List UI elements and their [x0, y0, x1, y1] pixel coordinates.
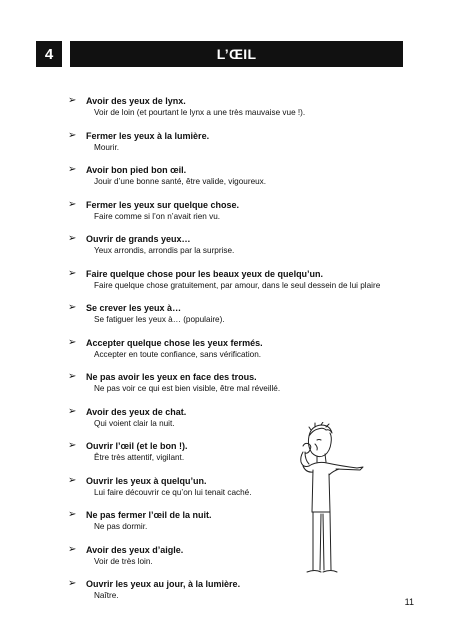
- expression-definition: Ne pas voir ce qui est bien visible, être mal réveillé.: [94, 384, 281, 393]
- list-item: [68, 371, 386, 395]
- expression-term: Fermer les yeux sur quelque chose.: [86, 199, 240, 210]
- expression-term: Ouvrir les yeux au jour, à la lumière.: [86, 579, 241, 589]
- expression-term: Se crever les yeux à…: [86, 303, 182, 313]
- man-pointing-illustration: [295, 422, 365, 584]
- list-item: [68, 129, 386, 154]
- expression-definition: Mourir.: [94, 142, 120, 152]
- page-number: 11: [404, 597, 414, 607]
- arrow-bullet-icon: ➢: [68, 440, 77, 451]
- expression-term: Ouvrir l’œil (et le bon !).: [86, 441, 188, 451]
- expression-term: Avoir des yeux de chat.: [86, 406, 187, 417]
- arrow-bullet-icon: ➢: [68, 164, 77, 175]
- expression-definition: Lui faire découvrir ce qu’on lui tenait caché.: [94, 487, 252, 497]
- arrow-bullet-icon: ➢: [68, 543, 77, 555]
- expression-definition: Voir de loin (et pourtant le lynx a une très mauvaise vue !).: [94, 108, 306, 117]
- arrow-bullet-icon: ➢: [68, 474, 77, 486]
- expression-definition: Naître.: [94, 591, 119, 600]
- arrow-bullet-icon: ➢: [68, 129, 77, 141]
- list-item: [68, 267, 386, 292]
- list-item: [68, 302, 386, 326]
- expression-term: Accepter quelque chose les yeux fermés.: [86, 337, 263, 348]
- chapter-title: L’ŒIL: [70, 41, 403, 67]
- arrow-bullet-icon: ➢: [68, 302, 77, 313]
- expression-term: Avoir bon pied bon œil.: [86, 165, 187, 175]
- arrow-bullet-icon: ➢: [68, 233, 77, 244]
- list-item: [68, 164, 386, 188]
- expression-definition: Qui voient clair la nuit.: [94, 418, 175, 428]
- arrow-bullet-icon: ➢: [68, 405, 77, 417]
- expression-definition: Ne pas dormir.: [94, 522, 148, 531]
- expression-term: Faire quelque chose pour les beaux yeux de quelqu’un.: [86, 268, 324, 279]
- chapter-number: 4: [36, 41, 62, 67]
- expression-term: Avoir des yeux d’aigle.: [86, 544, 184, 555]
- arrow-bullet-icon: ➢: [68, 371, 77, 382]
- expression-term: Ne pas fermer l’œil de la nuit.: [86, 510, 212, 520]
- arrow-bullet-icon: ➢: [68, 198, 77, 210]
- list-item: [68, 336, 386, 361]
- expression-term: Fermer les yeux à la lumière.: [86, 130, 210, 141]
- arrow-bullet-icon: ➢: [68, 336, 77, 348]
- arrow-bullet-icon: ➢: [68, 509, 77, 520]
- list-item: [68, 95, 386, 119]
- expression-definition: Faire quelque chose gratuitement, par amour, dans le seul dessein de lui plaire: [94, 280, 381, 290]
- expression-definition: Faire comme si l’on n’avait rien vu.: [94, 211, 221, 221]
- expression-definition: Voir de très loin.: [94, 556, 153, 566]
- expression-term: Avoir des yeux de lynx.: [86, 96, 186, 106]
- expression-term: Ne pas avoir les yeux en face des trous.: [86, 372, 257, 382]
- chapter-header: [36, 41, 403, 67]
- arrow-bullet-icon: ➢: [68, 578, 77, 589]
- expression-term: Ouvrir de grands yeux…: [86, 234, 191, 244]
- expression-definition: Se fatiguer les yeux à… (populaire).: [94, 315, 225, 324]
- expression-definition: Yeux arrondis, arrondis par la surprise.: [94, 246, 235, 255]
- arrow-bullet-icon: ➢: [68, 95, 77, 106]
- arrow-bullet-icon: ➢: [68, 267, 77, 279]
- list-item: [68, 198, 386, 223]
- list-item: [68, 233, 386, 257]
- expression-definition: Être très attentif, vigilant.: [94, 453, 185, 462]
- expression-definition: Accepter en toute confiance, sans vérification.: [94, 349, 262, 359]
- expression-term: Ouvrir les yeux à quelqu’un.: [86, 475, 207, 486]
- expression-definition: Jouir d’une bonne santé, être valide, vigoureux.: [94, 177, 267, 186]
